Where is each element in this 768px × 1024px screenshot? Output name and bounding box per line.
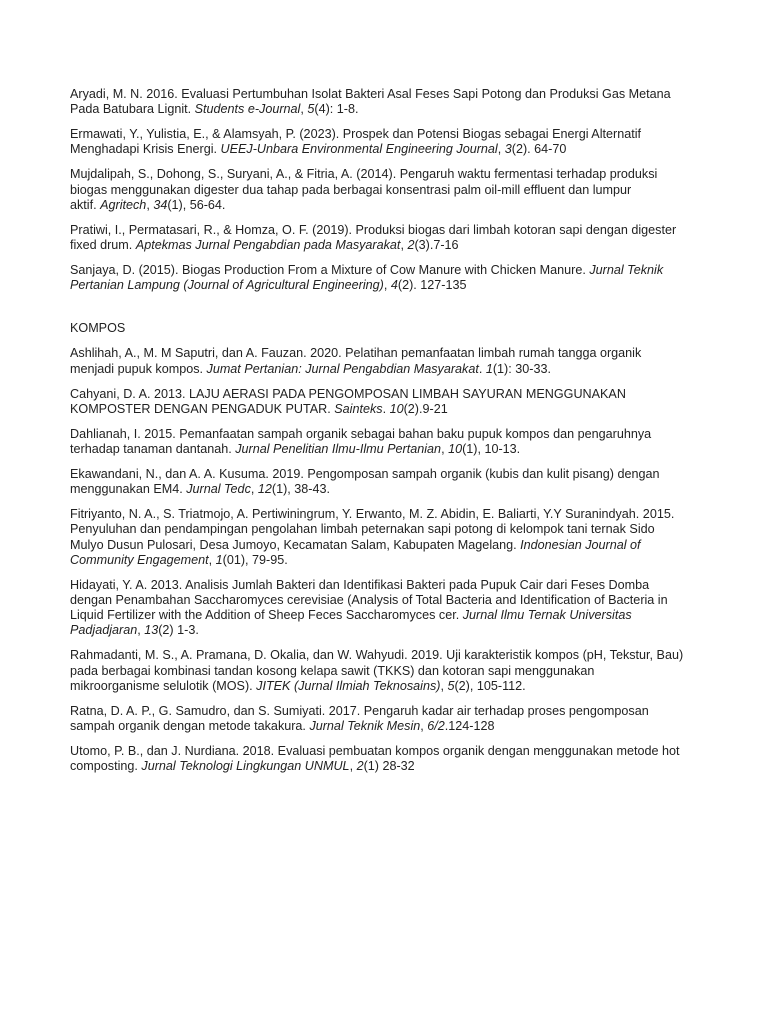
reference-line [70, 648, 710, 663]
reference-italic-text: JITEK (Jurnal Ilmiah Teknosains) [256, 678, 441, 693]
reference-italic-text: Jurnal Penelitian Ilmu-Ilmu Pertanian [235, 442, 442, 457]
reference-text: Ratna, D. A. P., G. Samudro, dan S. Sumiyati. 2017. Pengaruh kadar air terhadap proses pengomposan [70, 703, 649, 718]
reference-italic-text: 5 [307, 102, 315, 117]
reference-text: Fitriyanto, N. A., S. Triatmojo, A. Pertiwiningrum, Y. Erwanto, M. Z. Abidin, E. Baliarti, Y.Y Suranindyah. 2015. [70, 507, 675, 522]
reference-text: (01), 79-95. [222, 552, 288, 567]
reference-line [70, 263, 710, 278]
reference-italic-text: 13 [144, 623, 159, 638]
reference-entry [70, 427, 710, 457]
reference-text: menjadi pupuk kompos. [70, 361, 207, 376]
reference-line [70, 553, 710, 568]
reference-text: Liquid Fertilizer with the Addition of Sheep Feces Saccharomyces cer. [70, 608, 463, 623]
reference-italic-text: Jurnal Teknik Mesin [309, 719, 421, 734]
reference-text: Hidayati, Y. A. 2013. Analisis Jumlah Bakteri dan Identifikasi Bakteri pada Pupuk Cair dari Feses Domba [70, 577, 650, 592]
reference-entry [70, 648, 710, 694]
reference-italic-text: Aptekmas Jurnal Pengabdian pada Masyarakat [135, 238, 401, 253]
reference-italic-text: Sainteks [334, 401, 383, 416]
reference-text: , [250, 482, 258, 497]
reference-line [70, 127, 710, 142]
reference-text: KOMPOSTER DENGAN PENGADUK PUTAR. [70, 401, 335, 416]
reference-text: sampah organik dengan metode takakura. [70, 719, 310, 734]
reference-text: , [146, 197, 154, 212]
reference-line [70, 719, 710, 734]
reference-text: Utomo, P. B., dan J. Nurdiana. 2018. Evaluasi pembuatan kompos organik dengan menggunakan metode hot [70, 744, 680, 759]
reference-text: (1), 10-13. [462, 442, 521, 457]
reference-text: fixed drum. [70, 238, 136, 253]
reference-text: (2), 105-112. [454, 678, 526, 693]
reference-line [70, 142, 710, 157]
reference-text: (1): 30-33. [492, 361, 551, 376]
reference-entry [70, 346, 710, 376]
reference-text: , [137, 623, 145, 638]
reference-text: Rahmadanti, M. S., A. Pramana, D. Okalia, dan W. Wahyudi. 2019. Uji karakteristik kompos (pH, Tekstur, Bau) [70, 648, 684, 663]
reference-line [70, 744, 710, 759]
reference-italic-text: 12 [257, 482, 272, 497]
reference-text: Cahyani, D. A. 2013. LAJU AERASI PADA PENGOMPOSAN LIMBAH SAYURAN MENGGUNAKAN [70, 386, 626, 401]
reference-text: pada berbagai kombinasi tandan kosong kelapa sawit (TKKS) dan kotoran sapi menggunakan [70, 663, 595, 678]
reference-text: (2).9-21 [403, 401, 448, 416]
reference-text: dengan Penambahan Saccharomyces cerevisiae (Analysis of Total Bacteria and Identification of Bacteria in [70, 593, 668, 608]
reference-entry [70, 467, 710, 497]
reference-line [70, 198, 710, 213]
reference-italic-text: 1 [485, 361, 493, 376]
biogas-references [70, 87, 710, 293]
reference-italic-text: 2 [407, 238, 415, 253]
reference-entry [70, 167, 710, 213]
reference-text: (2). 127-135 [397, 278, 467, 293]
reference-line [70, 593, 710, 608]
reference-text: Pada Batubara Lignit. [70, 102, 195, 117]
reference-line [70, 608, 710, 623]
reference-text: . [382, 401, 390, 416]
reference-text: , [440, 678, 448, 693]
reference-line [70, 679, 710, 694]
reference-text: (1) 28-32 [363, 759, 415, 774]
reference-text: , [441, 442, 449, 457]
reference-italic-text: Jurnal Teknik [589, 263, 664, 278]
reference-text: , [420, 719, 428, 734]
reference-italic-text: Agritech [100, 197, 147, 212]
reference-line [70, 238, 710, 253]
reference-text: , [497, 142, 505, 157]
reference-entry [70, 87, 710, 117]
reference-line [70, 522, 710, 537]
reference-line [70, 402, 710, 417]
reference-italic-text: Jurnal Teknologi Lingkungan UNMUL [141, 759, 350, 774]
reference-text: Menghadapi Krisis Energi. [70, 142, 221, 157]
reference-line [70, 278, 710, 293]
reference-text: .124-128 [444, 719, 495, 734]
reference-italic-text: Students e-Journal [194, 102, 301, 117]
reference-line [70, 442, 710, 457]
reference-text: , [400, 238, 408, 253]
reference-text: aktif. [70, 197, 101, 212]
reference-text: , [300, 102, 308, 117]
reference-text: Aryadi, M. N. 2016. Evaluasi Pertumbuhan Isolat Bakteri Asal Feses Sapi Potong dan Produksi Gas Metana [70, 87, 671, 101]
reference-italic-text: 5 [447, 678, 455, 693]
reference-entry [70, 387, 710, 417]
reference-text: , [349, 759, 357, 774]
reference-text: (1), 38-43. [271, 482, 330, 497]
reference-line [70, 578, 710, 593]
reference-line [70, 87, 710, 102]
reference-text: . [478, 361, 486, 376]
reference-text: Mulyo Dusun Pulosari, Desa Jumoyo, Kecamatan Salam, Kabupaten Magelang. [70, 537, 521, 552]
reference-text: (4): 1-8. [314, 102, 359, 117]
reference-entry [70, 507, 710, 568]
reference-text: Mujdalipah, S., Dohong, S., Suryani, A., & Fitria, A. (2014). Pengaruh waktu fermentasi terhadap produksi [70, 167, 658, 182]
reference-line [70, 467, 710, 482]
reference-entry [70, 223, 710, 253]
reference-italic-text: Jumat Pertanian: Jurnal Pengabdian Masyarakat [206, 361, 479, 376]
reference-line [70, 183, 710, 198]
reference-entry [70, 704, 710, 734]
reference-text: Penyuluhan dan pendampingan pengolahan limbah peternakan sapi potong di kelompok tani ternak Sido [70, 522, 655, 537]
reference-italic-text: 1 [215, 552, 223, 567]
reference-text: Dahlianah, I. 2015. Pemanfaatan sampah organik sebagai bahan baku pupuk kompos dan pengaruhnya [70, 426, 652, 441]
reference-list [70, 87, 710, 784]
reference-text: Ekawandani, N., dan A. A. Kusuma. 2019. Pengomposan sampah organik (kubis dan kulit pisang) dengan [70, 467, 660, 482]
reference-text: , [208, 552, 216, 567]
reference-entry [70, 127, 710, 157]
reference-italic-text: Padjadjaran [70, 623, 138, 638]
reference-line [70, 223, 710, 238]
reference-italic-text: Jurnal Tedc [186, 482, 251, 497]
reference-text: Ermawati, Y., Yulistia, E., & Alamsyah, P. (2023). Prospek dan Potensi Biogas sebagai Energi Alternatif [70, 127, 642, 142]
reference-line [70, 427, 710, 442]
reference-text: composting. [70, 759, 142, 774]
reference-text: (3).7-16 [414, 238, 459, 253]
reference-line [70, 664, 710, 679]
reference-line [70, 704, 710, 719]
reference-entry [70, 263, 710, 293]
kompos-references [70, 346, 710, 774]
reference-text: , [383, 278, 391, 293]
reference-italic-text: Pertanian Lampung (Journal of Agricultural Engineering) [70, 278, 384, 293]
reference-italic-text: Indonesian Journal of [520, 537, 641, 552]
reference-text: Ashlihah, A., M. M Saputri, dan A. Fauzan. 2020. Pelatihan pemanfaatan limbah rumah tangga organik [70, 346, 642, 361]
reference-text: (1), 56-64. [167, 197, 226, 212]
reference-italic-text: Community Engagement [70, 552, 209, 567]
reference-italic-text: 10 [448, 442, 463, 457]
reference-text: biogas menggunakan digester dua tahap pada berbagai konsentrasi palm oil-mill effluent dan lumpur [70, 182, 632, 197]
reference-line [70, 623, 710, 638]
reference-italic-text: 4 [390, 278, 398, 293]
reference-line [70, 387, 710, 402]
section-heading-kompos: KOMPOS [70, 321, 126, 336]
reference-entry [70, 578, 710, 639]
reference-line [70, 362, 710, 377]
reference-line [70, 759, 710, 774]
reference-entry [70, 744, 710, 774]
reference-text: terhadap tanaman dantanah. [70, 442, 236, 457]
reference-italic-text: 3 [504, 142, 512, 157]
reference-italic-text: UEEJ-Unbara Environmental Engineering Journal [220, 142, 498, 157]
reference-text: mikroorganisme selulotik (MOS). [70, 678, 257, 693]
reference-line [70, 482, 710, 497]
reference-italic-text: Jurnal Ilmu Ternak Universitas [462, 608, 632, 623]
reference-text: (2) 1-3. [158, 623, 199, 638]
reference-line [70, 102, 710, 117]
reference-line [70, 346, 710, 361]
reference-italic-text: 10 [389, 401, 404, 416]
reference-text: (2). 64-70 [511, 142, 567, 157]
reference-italic-text: 34 [153, 197, 168, 212]
reference-text: Pratiwi, I., Permatasari, R., & Homza, O. F. (2019). Produksi biogas dari limbah kotoran sapi dengan digester [70, 222, 677, 237]
reference-italic-text: 6/2 [427, 719, 445, 734]
reference-line [70, 507, 710, 522]
reference-text: Sanjaya, D. (2015). Biogas Production From a Mixture of Cow Manure with Chicken Manure. [70, 263, 590, 278]
reference-line [70, 167, 710, 182]
reference-line [70, 538, 710, 553]
reference-text: menggunakan EM4. [70, 482, 187, 497]
reference-italic-text: 2 [356, 759, 364, 774]
